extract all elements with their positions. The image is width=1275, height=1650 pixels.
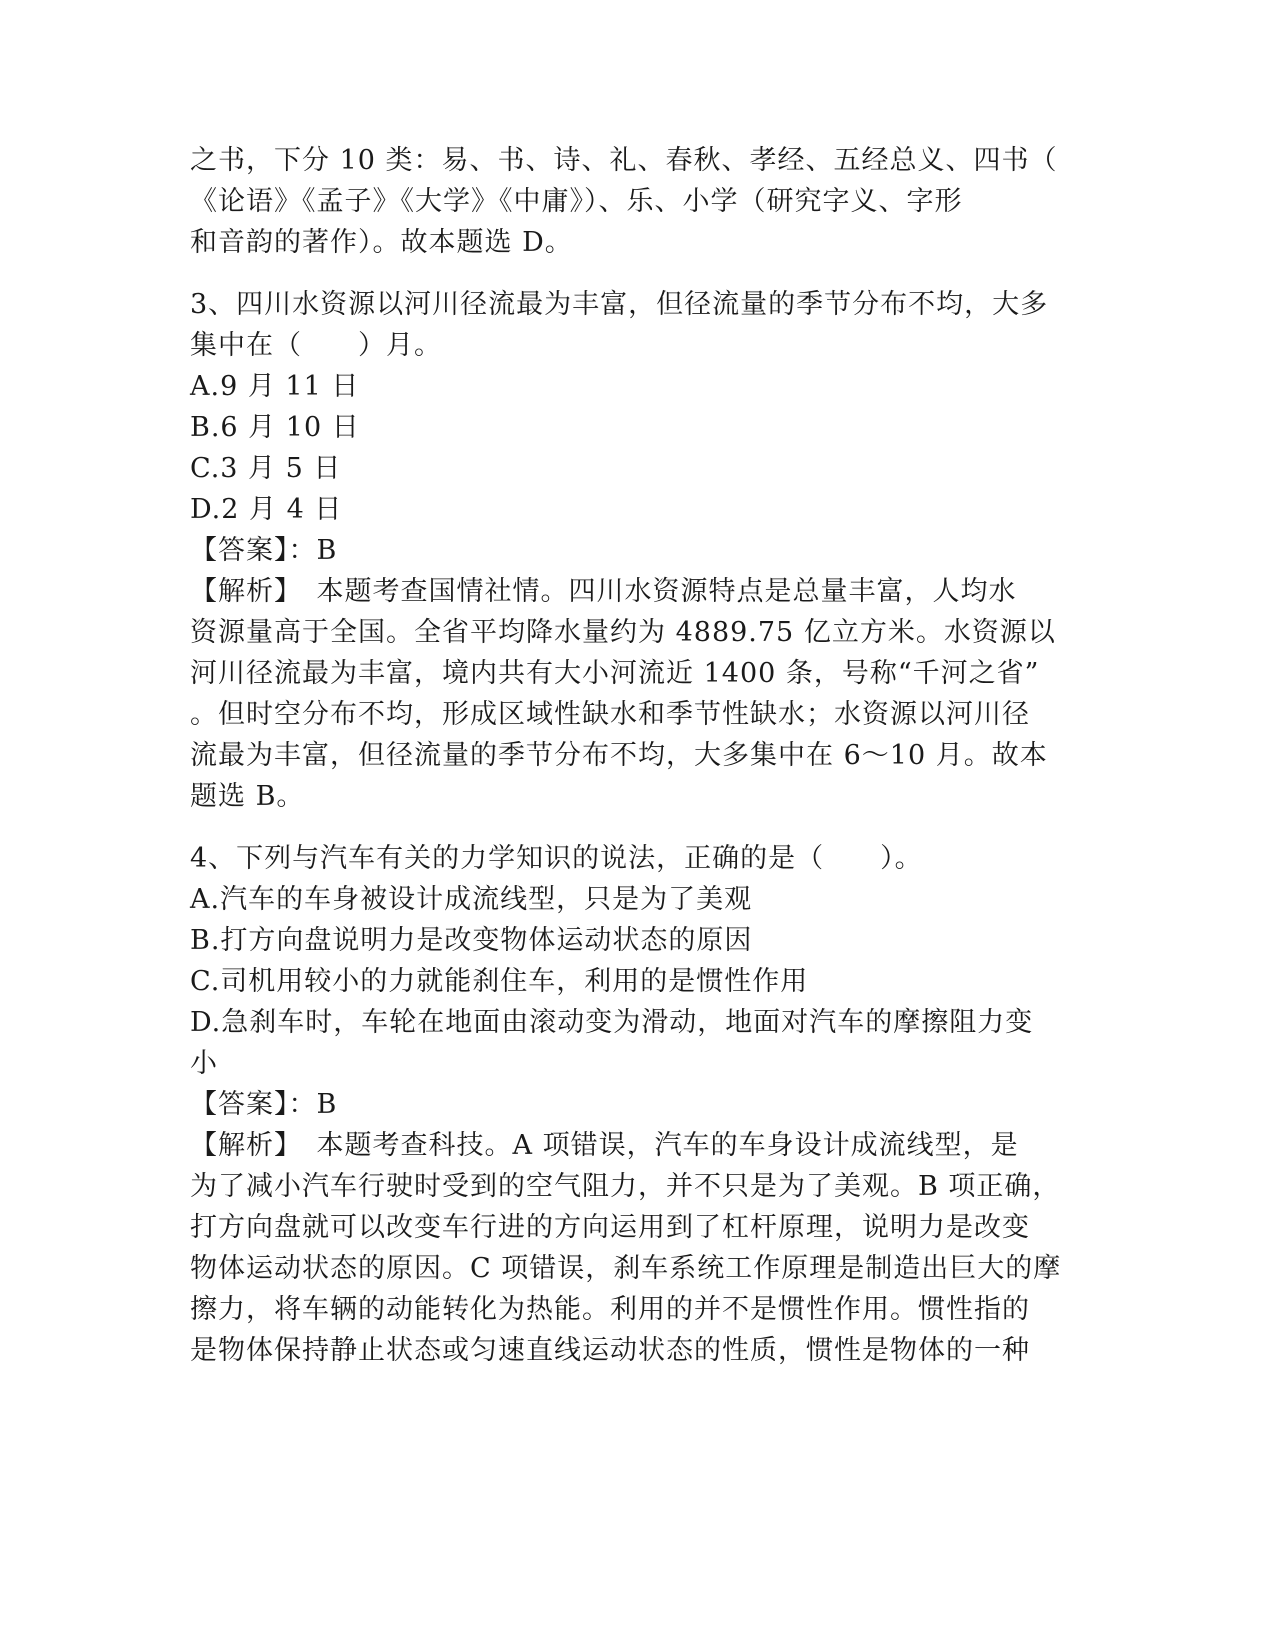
answer-label: 【答案】：B [190, 535, 338, 566]
analysis-line: 流最为丰富，但径流量的季节分布不均，大多集中在 6～10 月。故本 [190, 740, 1048, 771]
answer-label: 【答案】：B [190, 1089, 338, 1120]
option-a: A.9 月 11 日 [190, 371, 360, 402]
analysis-line: 【解析】 本题考查科技。A 项错误，汽车的车身设计成流线型，是 [190, 1130, 1019, 1161]
text-line: 《论语》《孟子》《大学》《中庸》）、乐、小学（研究字义、字形 [190, 186, 963, 217]
analysis-line: 是物体保持静止状态或匀速直线运动状态的性质，惯性是物体的一种 [190, 1335, 1030, 1366]
option-d: D.2 月 4 日 [190, 494, 343, 525]
analysis-line: 擦力，将车辆的动能转化为热能。利用的并不是惯性作用。惯性指的 [190, 1294, 1030, 1325]
option-d: 小 [190, 1048, 218, 1079]
analysis-line: 题选 B。 [190, 781, 305, 812]
analysis-line: 。但时空分布不均，形成区域性缺水和季节性缺水；水资源以河川径 [190, 699, 1030, 730]
question-4-stem: 4、下列与汽车有关的力学知识的说法，正确的是（ ）。 [190, 843, 923, 874]
analysis-line: 河川径流最为丰富，境内共有大小河流近 1400 条，号称“千河之省” [190, 658, 1040, 689]
analysis-line: 【解析】 本题考查国情社情。四川水资源特点是总量丰富，人均水 [190, 576, 1017, 607]
option-c: C.司机用较小的力就能刹住车，利用的是惯性作用 [190, 966, 809, 997]
question-3-stem: 集中在（ ）月。 [190, 330, 442, 361]
option-a: A.汽车的车身被设计成流线型，只是为了美观 [190, 884, 753, 915]
analysis-line: 打方向盘就可以改变车行进的方向运用到了杠杆原理，说明力是改变 [190, 1212, 1030, 1243]
text-line: 之书，下分 10 类：易、书、诗、礼、春秋、孝经、五经总义、四书（ [190, 145, 1058, 176]
text-line: 和音韵的著作）。故本题选 D。 [190, 227, 573, 258]
analysis-line: 为了减小汽车行驶时受到的空气阻力，并不只是为了美观。B 项正确， [190, 1171, 1061, 1202]
analysis-line: 资源量高于全国。全省平均降水量约为 4889.75 亿立方米。水资源以 [190, 617, 1056, 648]
option-d: D.急刹车时，车轮在地面由滚动变为滑动，地面对汽车的摩擦阻力变 [190, 1007, 1034, 1038]
question-3-stem: 3、四川水资源以河川径流最为丰富，但径流量的季节分布不均，大多 [190, 289, 1049, 320]
option-c: C.3 月 5 日 [190, 453, 342, 484]
analysis-line: 物体运动状态的原因。C 项错误，刹车系统工作原理是制造出巨大的摩 [190, 1253, 1062, 1284]
option-b: B.打方向盘说明力是改变物体运动状态的原因 [190, 925, 753, 956]
option-b: B.6 月 10 日 [190, 412, 360, 443]
